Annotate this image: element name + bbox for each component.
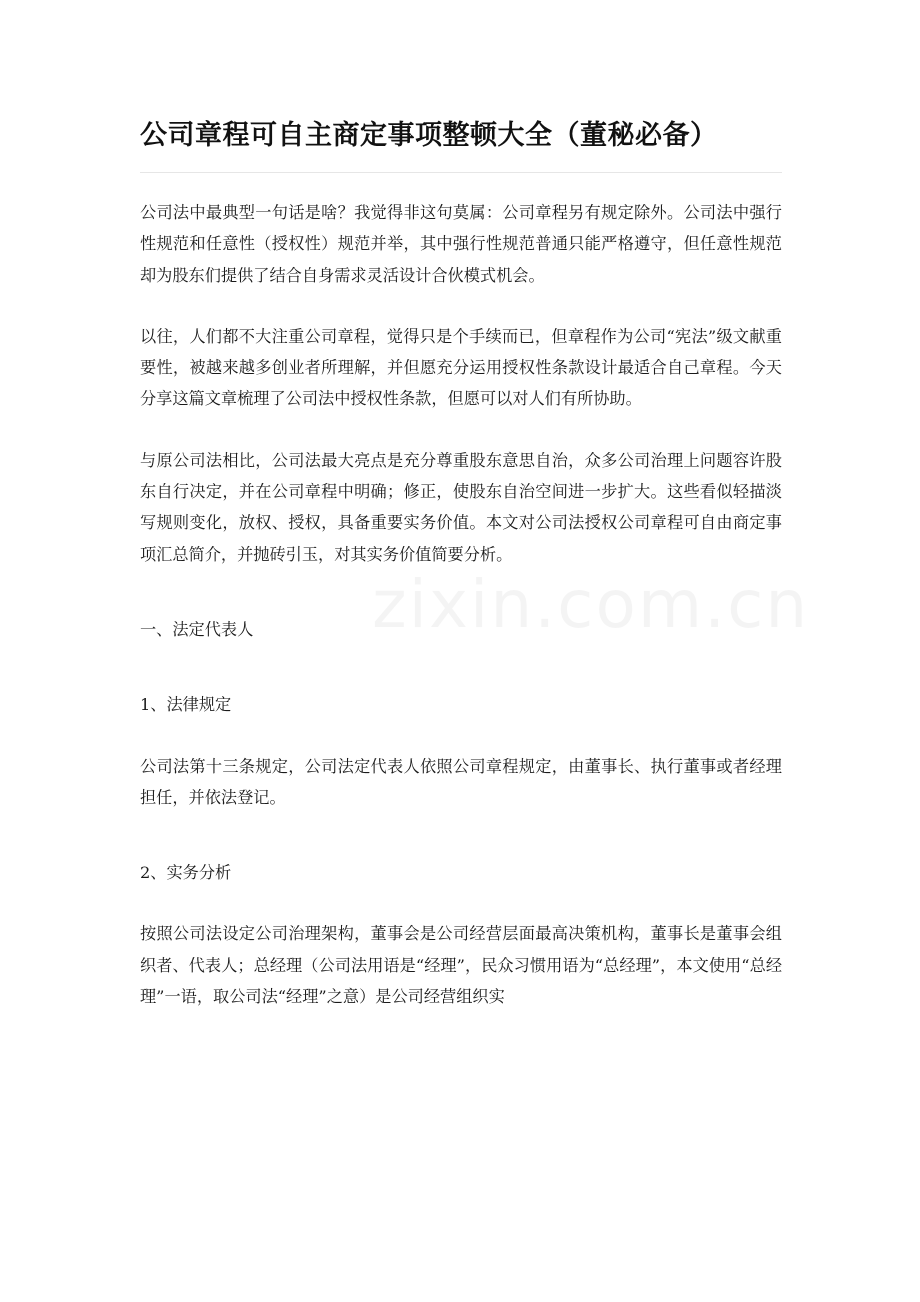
- paragraph-intro-2: 以往，人们都不大注重公司章程，觉得只是个手续而已，但章程作为公司“宪法”级文献重要性，被越来越多创业者所理解，并但愿充分运用授权性条款设计最适合自己章程。今天分享这篇文章梳理了公司法中授权性条款，但愿可以对人们有所协助。: [140, 326, 782, 409]
- document-title: 公司章程可自主商定事项整顿大全（董秘必备）: [140, 120, 718, 151]
- paragraph-practical-analysis: 按照公司法设定公司治理架构，董事会是公司经营层面最高决策机构，董事长是董事会组织者、代表人；总经理（公司法用语是“经理”，民众习惯用语为“总经理”，本文使用“总经理”一语，取公司法“经理”之意）是公司经营组织实: [140, 924, 782, 1007]
- title-divider: [140, 172, 782, 173]
- section-heading-legal-representative: 一、法定代表人: [140, 619, 254, 639]
- document-page: [140, 112, 782, 1042]
- paragraph-intro-1: 公司法中最典型一句话是啥？我觉得非这句莫属：公司章程另有规定除外。公司法中强行性规范和任意性（授权性）规范并举，其中强行性规范普通只能严格遵守，但任意性规范却为股东们提供了结合自身需求灵活设计合伙模式机会。: [140, 203, 782, 285]
- subheading-practical-analysis: 2、实务分析: [140, 863, 232, 883]
- subheading-legal-provisions: 1、法律规定: [140, 695, 232, 715]
- paragraph-intro-3: 与原公司法相比，公司法最大亮点是充分尊重股东意思自治，众多公司治理上问题容许股东自行决定，并在公司章程中明确；修正，使股东自治空间进一步扩大。这些看似轻描淡写规则变化，放权、授权，具备重要实务价值。本文对公司法授权公司章程可自由商定事项汇总简介，并抛砖引玉，对其实务价值简要分析。: [140, 450, 782, 564]
- paragraph-legal-provisions: 公司法第十三条规定，公司法定代表人依照公司章程规定，由董事长、执行董事或者经理担任，并依法登记。: [140, 756, 782, 807]
